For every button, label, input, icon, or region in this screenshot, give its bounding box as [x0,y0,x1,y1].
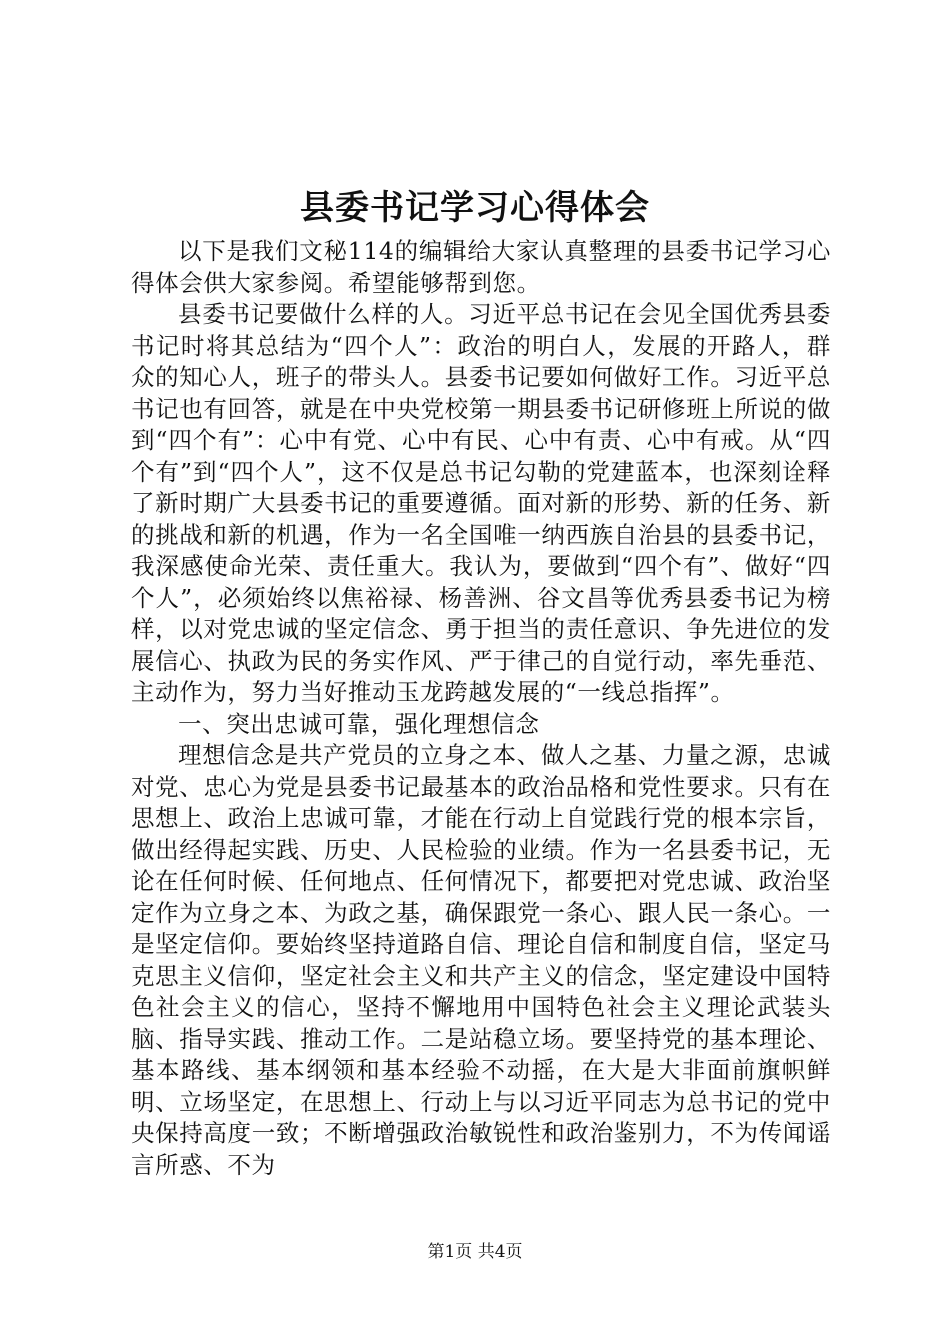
section-heading: 一、突出忠诚可靠，强化理想信念 [178,709,540,738]
section-paragraph: 理想信念是共产党员的立身之本、做人之基、力量之源，忠诚对党、忠心为党是县委书记最基本的政治品格和党性要求。只有在思想上、政治上忠诚可靠，才能在行动上自觉践行党的根本宗旨，做出经得起实践、历史、人民检验的业绩。作为一名县委书记，无论在任何时候、任何地点、任何情况下，都要把对党忠诚、政治坚定作为立身之本、为政之基，确保跟党一条心、跟人民一条心。一是坚定信仰。要始终坚持道路自信、理论自信和制度自信，坚定马克思主义信仰，坚定社会主义和共产主义的信念，坚定建设中国特色社会主义的信心，坚持不懈地用中国特色社会主义理论武装头脑、指导实践、推动工作。二是站稳立场。要坚持党的基本理论、基本路线、基本纲领和基本经验不动摇，在大是大非面前旗帜鲜明、立场坚定，在思想上、行动上与以习近平同志为总书记的党中央保持高度一致；不断增强政治敏锐性和政治鉴别力，不为传闻谣言所惑、不为 [131,741,831,1179]
document-body [131,236,831,1181]
document-title: 县委书记学习心得体会 [300,188,650,228]
intro-paragraph: 以下是我们文秘114的编辑给大家认真整理的县委书记学习心得体会供大家参阅。希望能够帮到您。 [131,237,831,297]
page-footer: 第1页 共4页 [427,1242,523,1262]
main-paragraph: 县委书记要做什么样的人。习近平总书记在会见全国优秀县委书记时将其总结为“四个人”：政治的明白人，发展的开路人，群众的知心人，班子的带头人。县委书记要如何做好工作。习近平总书记也有回答，就是在中央党校第一期县委书记研修班上所说的做到“四个有”：心中有党、心中有民、心中有责、心中有戒。从“四个有”到“四个人”，这不仅是总书记勾勒的党建蓝本，也深刻诠释了新时期广大县委书记的重要遵循。面对新的形势、新的任务、新的挑战和新的机遇，作为一名全国唯一纳西族自治县的县委书记，我深感使命光荣、责任重大。我认为，要做到“四个有”、做好“四个人”，必须始终以焦裕禄、杨善洲、谷文昌等优秀县委书记为榜样，以对党忠诚的坚定信念、勇于担当的责任意识、争先进位的发展信心、执政为民的务实作风、严于律己的自觉行动，率先垂范、主动作为，努力当好推动玉龙跨越发展的“一线总指挥”。 [131,300,831,706]
